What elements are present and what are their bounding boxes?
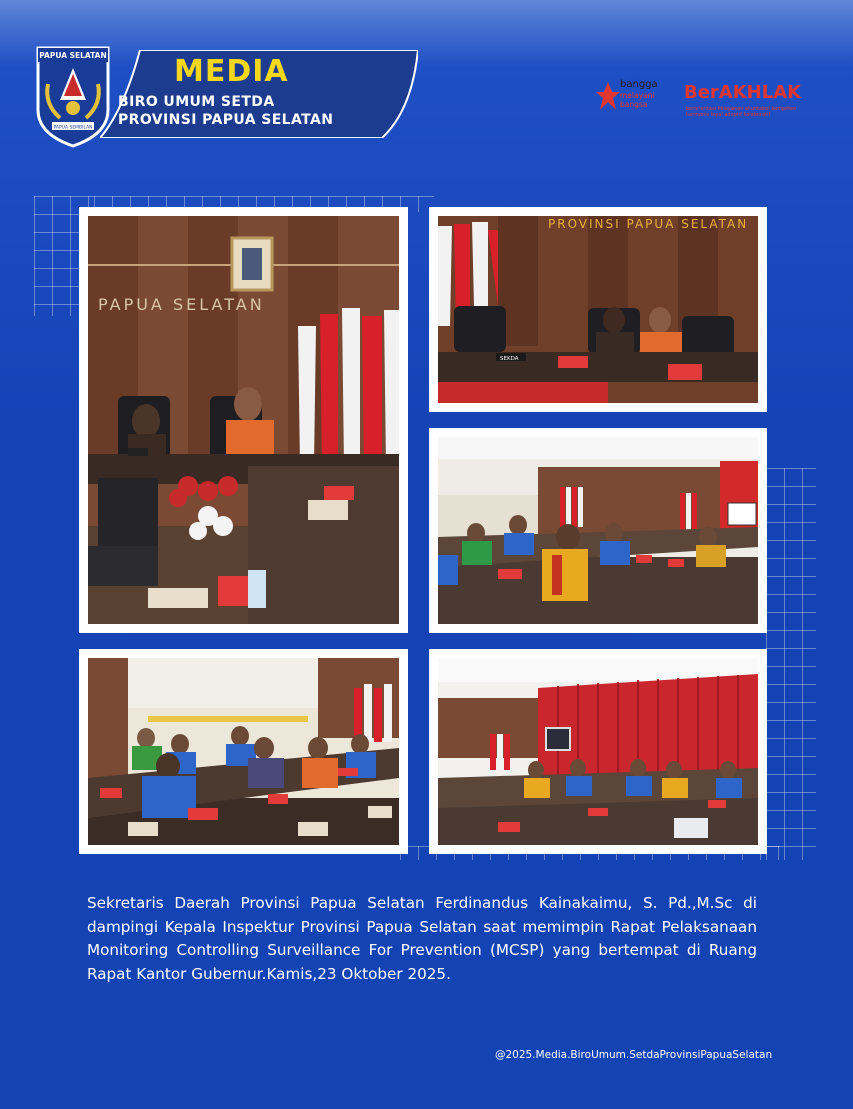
svg-text:PROVINSI PAPUA SELATAN: PROVINSI PAPUA SELATAN bbox=[548, 217, 749, 231]
svg-text:SEKDA: SEKDA bbox=[500, 356, 519, 362]
svg-text:PAPUA SELATAN: PAPUA SELATAN bbox=[98, 295, 265, 314]
berakhlak-subtext: berorientasi Pelayanan akuntabel kompeten harmonis loyal adaptif kolaboratif bbox=[686, 106, 797, 118]
header bbox=[34, 44, 394, 150]
provinsi-line: PROVINSI PAPUA SELATAN bbox=[118, 112, 334, 128]
photo-red-curtain-room bbox=[429, 649, 767, 854]
photo-participants-side bbox=[79, 649, 408, 854]
photo-meeting-room-wide bbox=[429, 428, 767, 633]
photo-head-table-closeup bbox=[429, 207, 767, 412]
bangga-melayani-logo bbox=[596, 82, 620, 110]
svg-text:PAPUA SELATAN: PAPUA SELATAN bbox=[39, 51, 107, 60]
svg-text:PAPUA SEMBILAN: PAPUA SEMBILAN bbox=[53, 125, 93, 131]
bangga-text: bangga bbox=[620, 79, 658, 90]
berakhlak-logo: BerAKHLAK bbox=[684, 82, 802, 103]
biro-umum-line: BIRO UMUM SETDA bbox=[118, 94, 275, 110]
grid-decoration-right bbox=[766, 468, 816, 860]
media-title: MEDIA bbox=[174, 54, 289, 89]
photo-caption: Sekretaris Daerah Provinsi Papua Selatan Ferdinandus Kainakaimu, S. Pd.,M.Sc di dampingi Kepala Inspektur Provinsi Papua Selatan saat memimpin Rapat Pelaksanaan Monitoring Controlling Surveillance For Prevention (MCSP) yang bertempat di Ruang Rapat Kantor Gubernur.Kamis,23 Oktober 2025. bbox=[87, 894, 757, 983]
photo-sekda-head-table bbox=[79, 207, 408, 633]
media-credit: @2025.Media.BiroUmum.SetdaProvinsiPapuaSelatan bbox=[495, 1049, 773, 1061]
partner-logos bbox=[596, 74, 816, 124]
bangga-subtext: melayani bangsa bbox=[620, 91, 655, 109]
